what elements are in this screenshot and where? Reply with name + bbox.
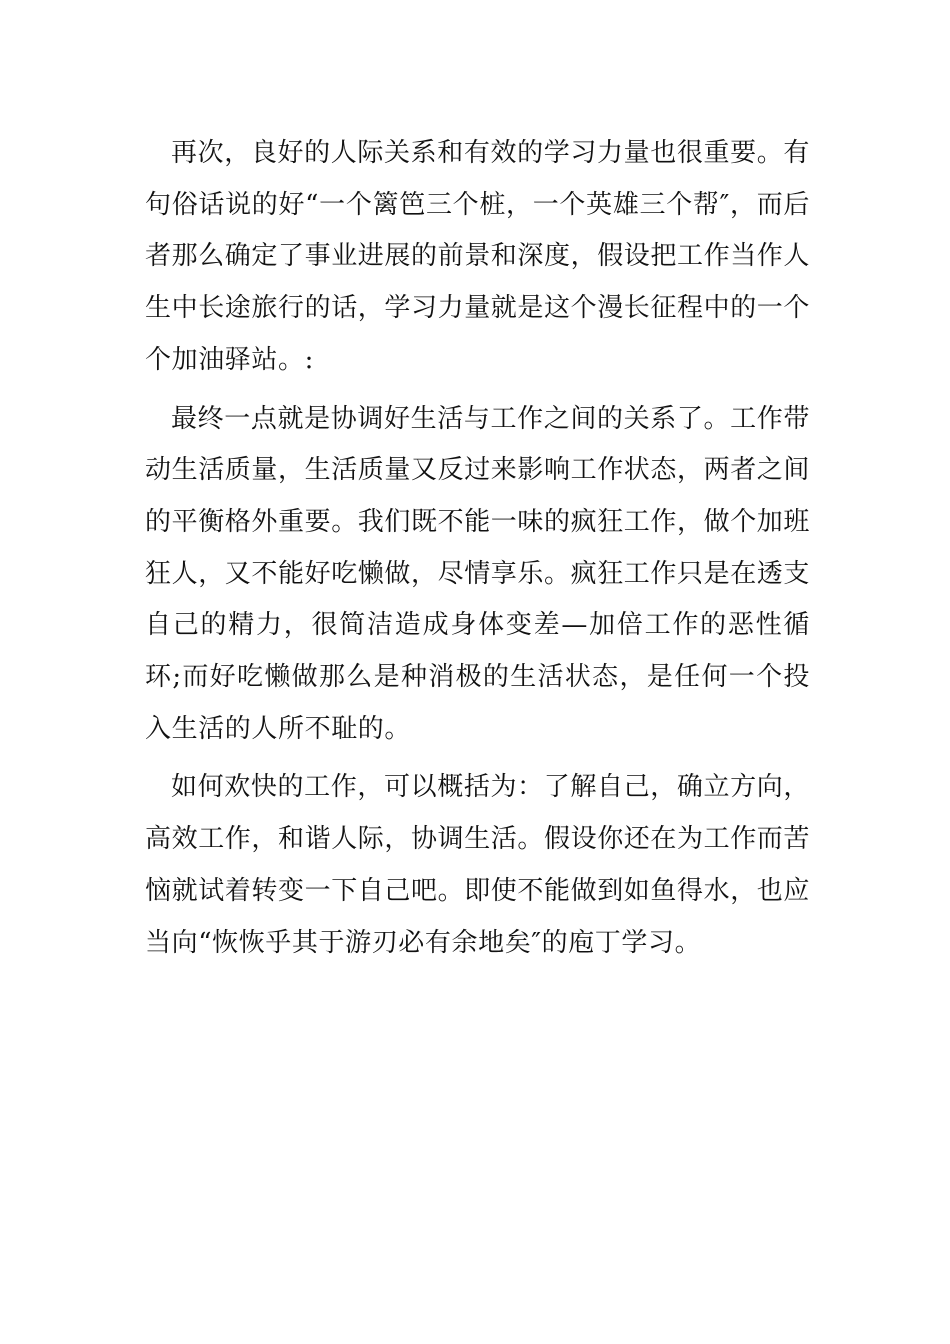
- paragraph-conclusion: 如何欢快的工作，可以概括为：了解自己，确立方向，高效工作，和谐人际，协调生活。假设你还在为工作而苦恼就试着转变一下自己吧。即使不能做到如鱼得水，也应当向“恢恢乎其于游刃必有余地矣″的庖丁学习。: [145, 772, 811, 958]
- document-body: [145, 128, 810, 976]
- paragraph-work-life-balance: 最终一点就是协调好生活与工作之间的关系了。工作带动生活质量，生活质量又反过来影响工作状态，两者之间的平衡格外重要。我们既不能一味的疯狂工作，做个加班狂人，又不能好吃懒做，尽情享乐。疯狂工作只是在透支自己的精力，很简洁造成身体变差—加倍工作的恶性循环;而好吃懒做那么是种消极的生活状态，是任何一个投入生活的人所不耻的。: [145, 403, 811, 744]
- paragraph-relationships-learning: 再次，良好的人际关系和有效的学习力量也很重要。有句俗话说的好“一个篱笆三个桩，一个英雄三个帮″，而后者那么确定了事业进展的前景和深度，假设把工作当作人生中长途旅行的话，学习力量就是这个漫长征程中的一个个加油驿站。:: [145, 138, 811, 375]
